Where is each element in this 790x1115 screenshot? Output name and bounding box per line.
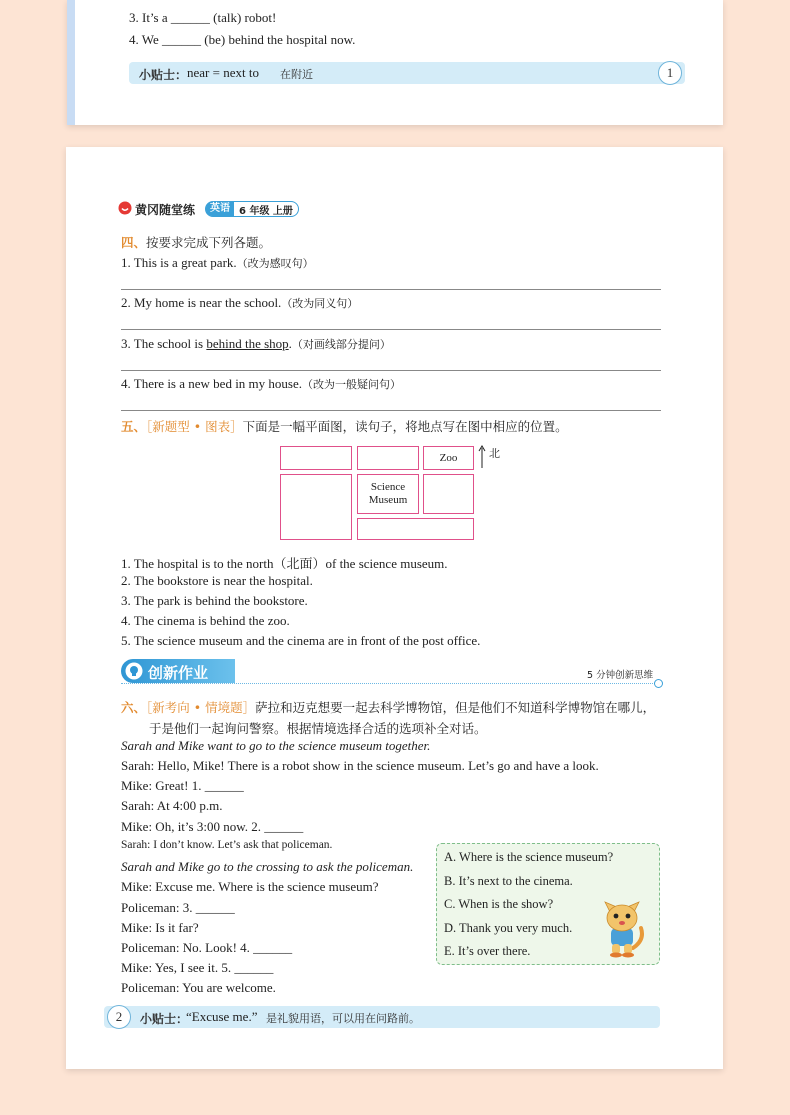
north-arrow-icon (477, 445, 487, 469)
q5-sentence-4: 4. The cinema is behind the zoo. (121, 613, 290, 628)
page-1 (67, 0, 723, 125)
option-c[interactable]: C. When is the show? (444, 897, 554, 911)
exercise-line-4: 4. We ______ (be) behind the hospital now. (129, 32, 356, 47)
bulb-icon (125, 662, 143, 680)
answer-line-4[interactable] (121, 410, 661, 411)
zoo-label: Zoo (439, 452, 458, 464)
option-d[interactable]: D. Thank you very much. (444, 921, 573, 935)
section-5-instruction: 下面是一幅平面图，读句子，将地点写在图中相应的位置。 (242, 419, 568, 434)
page-edge-stripe (67, 0, 75, 125)
q4-item-3-note: （对画线部分提问） (291, 338, 391, 351)
section-6-tag: ［新考向 • 情境题］ (146, 700, 256, 715)
q5-sentence-3: 3. The park is behind the bookstore. (121, 593, 308, 608)
cartoon-cat-icon (597, 894, 647, 958)
q4-item-3-post: . (288, 336, 292, 351)
section-6-instruction-line-1: 萨拉和迈克想要一起去科学博物馆，但是他们不知道科学博物馆在哪儿， (255, 700, 656, 715)
dialog-line-6: Sarah and Mike go to the crossing to ask the policeman. (121, 859, 414, 874)
footer-page-number: 2 (107, 1005, 131, 1029)
section-6-instruction-line-2: 于是他们一起询问警察。根据情境选择合适的选项补全对话。 (149, 721, 487, 736)
q4-item-1 (121, 255, 314, 271)
q5-sentence-1: 1. The hospital is to the north（北面）of the science museum. (121, 556, 448, 571)
section-5-title (121, 417, 568, 435)
section-4-instruction: 按要求完成下列各题。 (146, 235, 272, 250)
dialog-line-9: Mike: Is it far? (121, 920, 199, 935)
q4-item-3-pre: 3. The school is (121, 336, 207, 351)
map-box-right[interactable] (423, 474, 474, 514)
north-label: 北 (489, 447, 500, 460)
section-6-title (121, 698, 655, 716)
dialog-line-10: Policeman: No. Look! 4. ______ (121, 940, 293, 955)
section-4-number: 四、 (121, 235, 147, 250)
dialog-line-8: Policeman: 3. ______ (121, 900, 235, 915)
tip-chinese: 在附近 (280, 68, 313, 81)
q4-item-4 (121, 376, 401, 392)
q4-item-3-underlined: behind the shop (206, 336, 289, 351)
footer-tip-chinese: 是礼貌用语，可以用在问路前。 (266, 1012, 420, 1025)
map-box-left-large[interactable] (280, 474, 352, 540)
option-b[interactable]: B. It’s next to the cinema. (444, 874, 573, 888)
exercise-line-3: 3. It’s a ______ (talk) robot! (129, 10, 277, 25)
q4-item-2-text: 2. My home is near the school. (121, 295, 282, 310)
page-2 (66, 147, 723, 1069)
dialog-line-7: Mike: Excuse me. Where is the science museum? (121, 879, 379, 894)
q4-item-3 (121, 336, 391, 352)
dialog-line-1: Sarah: Hello, Mike! There is a robot show in the science museum. Let’s go and have a look. (121, 758, 599, 773)
answer-line-3[interactable] (121, 370, 661, 371)
map-box-bottom[interactable] (357, 518, 474, 540)
options-box (436, 843, 660, 965)
dialog-line-11: Mike: Yes, I see it. 5. ______ (121, 960, 274, 975)
dialog-line-5: Sarah: I don’t know. Let’s ask that policeman. (121, 839, 333, 851)
answer-line-1[interactable] (121, 289, 661, 290)
footer-tip-bar (104, 1006, 660, 1028)
map-box-zoo (423, 446, 474, 470)
grade-badge (205, 201, 299, 217)
banner-title: 创新作业 (148, 664, 209, 682)
book-title: 黄冈随堂练 (135, 203, 196, 217)
section-5-number: 五、 (121, 419, 147, 434)
section-5-tag: ［新题型 • 图表］ (146, 419, 243, 434)
museum-label-line-1: Science (370, 481, 406, 493)
answer-line-2[interactable] (121, 329, 661, 330)
dialog-line-12: Policeman: You are welcome. (121, 980, 276, 995)
dialog-line-3: Sarah: At 4:00 p.m. (121, 798, 223, 813)
option-a[interactable]: A. Where is the science museum? (444, 850, 614, 864)
map-box-top-middle[interactable] (357, 446, 419, 470)
q5-sentence-2: 2. The bookstore is near the hospital. (121, 573, 313, 588)
subject-label: 英语 (206, 202, 234, 216)
footer-tip-text: “Excuse me.” (186, 1009, 258, 1024)
q4-item-4-text: 4. There is a new bed in my house. (121, 376, 302, 391)
dialog-line-2: Mike: Great! 1. ______ (121, 778, 244, 793)
museum-label-line-2: Museum (368, 494, 408, 506)
option-e[interactable]: E. It’s over there. (444, 944, 531, 958)
q4-item-1-note: （改为感叹句） (236, 257, 314, 270)
banner-right-label: 5 分钟创新思维 (587, 670, 654, 681)
dialog-line-0: Sarah and Mike want to go to the science museum together. (121, 738, 431, 753)
tip-bar (129, 62, 685, 84)
innovation-banner (121, 659, 235, 683)
banner-dot-icon (654, 679, 663, 688)
grade-label: 6 年级 上册 (239, 205, 293, 217)
section-6-number: 六、 (121, 700, 147, 715)
page-number: 1 (658, 61, 682, 85)
map-box-science-museum (357, 474, 419, 514)
dialog-line-4: Mike: Oh, it’s 3:00 now. 2. ______ (121, 819, 304, 834)
banner-divider (121, 683, 659, 684)
logo-icon (118, 201, 132, 215)
q4-item-4-note: （改为一般疑问句） (302, 378, 401, 391)
q4-item-2 (121, 295, 358, 311)
footer-tip-label: 小贴士： (140, 1012, 189, 1026)
q5-sentence-5: 5. The science museum and the cinema are in front of the post office. (121, 633, 481, 648)
q4-item-2-note: （改为同义句） (281, 297, 359, 310)
section-4-title (121, 233, 271, 251)
tip-label: 小贴士： (139, 68, 188, 82)
tip-text: near = next to (187, 65, 259, 80)
map-box-top-left[interactable] (280, 446, 352, 470)
q4-item-1-text: 1. This is a great park. (121, 255, 237, 270)
